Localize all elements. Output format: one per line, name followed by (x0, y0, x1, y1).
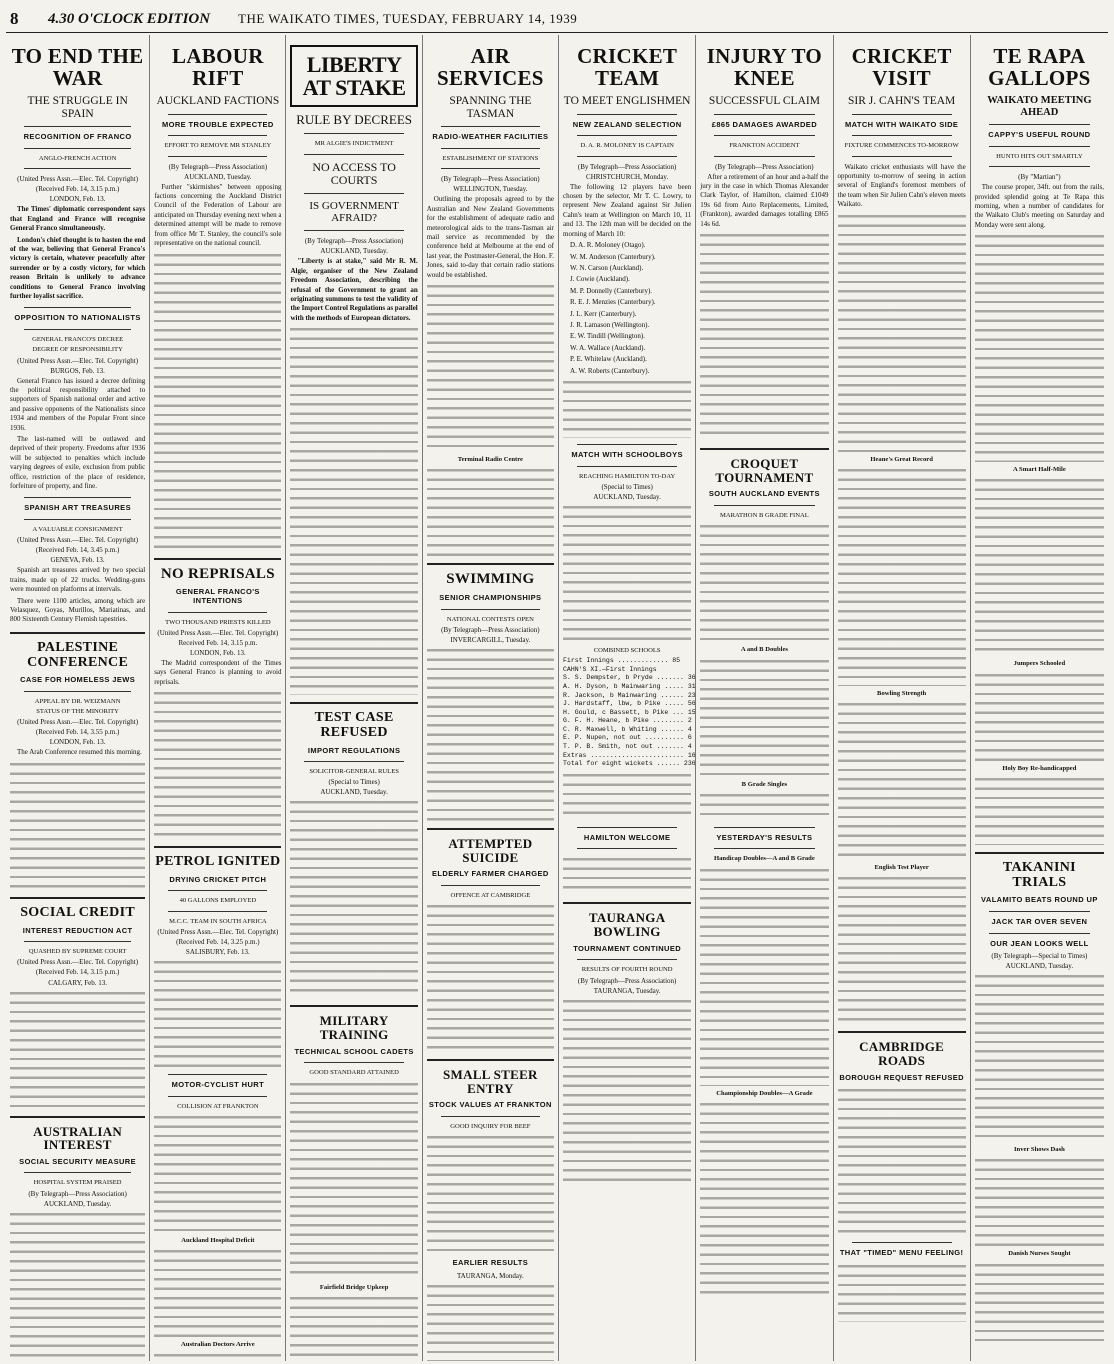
subhead: SOCIAL SECURITY MEASURE (19, 1156, 137, 1166)
subhead: MR ALGIE'S INDICTMENT (314, 140, 394, 148)
subhead: IMPORT REGULATIONS (307, 745, 401, 755)
article-body-text (975, 1156, 1104, 1246)
dateline: AUCKLAND, Tuesday. (184, 172, 252, 181)
article-paragraph: The Times' diplomatic correspondent says that England and France will recognise General Franco simultaneously. (10, 205, 146, 233)
subhead: Handicap Doubles—A and B Grade (714, 855, 815, 863)
subhead: CAPPY'S USEFUL ROUND (988, 130, 1091, 140)
article-body-text (975, 671, 1104, 761)
subhead: English Test Player (874, 864, 929, 872)
score-row: C. R. Maxwell, b Whiting ...... 4 (563, 725, 692, 733)
headline-takanini-trials: TAKANINI TRIALS (1002, 859, 1076, 890)
subhead: SOLICITOR-GENERAL RULES (309, 768, 399, 776)
credit-line: (United Press Assn.—Elec. Tel. Copyright) (17, 958, 139, 967)
team-list-item: W. N. Carson (Auckland). (570, 263, 644, 272)
article-body-text (838, 1262, 966, 1322)
score-row: S. S. Dempster, b Pryde ....... 36 (563, 674, 696, 682)
subhead: A and B Doubles (740, 646, 788, 654)
paper-dateline: THE WAIKATO TIMES, TUESDAY, FEBRUARY 14, 1939 (238, 11, 578, 26)
dateline: SALISBURY, Feb. 13. (185, 947, 250, 956)
article-paragraph: There were 1100 articles, among which are Velasquez, Goyas, Murillos, Mariatinas, and 800 Sixteenth Century Flemish tapestries. (10, 596, 146, 624)
credit-line: (Received Feb. 14, 3.15 p.m.) (35, 185, 120, 194)
dateline: CALGARY, Feb. 13. (48, 978, 107, 987)
credit-line: (Special to Times) (328, 778, 380, 787)
subhead: Auckland Hospital Deficit (181, 1236, 255, 1244)
dateline: INVERCARGILL, Tuesday. (450, 635, 531, 644)
subhead: FRANKTON ACCIDENT (729, 142, 800, 150)
article-body-text (563, 855, 691, 895)
article-body-text (154, 1351, 281, 1361)
article-body-text (700, 1100, 828, 1300)
article-paragraph: The Arab Conference resumed this morning. (17, 748, 142, 757)
column-7 (834, 35, 971, 1361)
subhead: SENIOR CHAMPIONSHIPS (439, 592, 542, 602)
article-body-text (700, 791, 828, 821)
article-body-text (154, 251, 281, 551)
team-list-item: D. A. R. Moloney (Otago). (570, 241, 646, 250)
headline-cricket-visit: CRICKET VISIT (851, 44, 952, 91)
article-paragraph: Spanish art treasures arrived by two special trains, made up of 22 trucks. Wedding-guns were mounted on platforms at intervals. (10, 566, 146, 594)
article-body-text (975, 476, 1104, 656)
subhead: Holy Boy Re-handicapped (1002, 764, 1077, 772)
headline-croquet-tournament: CROQUET TOURNAMENT (715, 456, 814, 485)
credit-line: (By Telegraph—Special to Times) (991, 952, 1088, 961)
subhead: QUASHED BY SUPREME COURT (28, 948, 127, 956)
credit-line: (By Telegraph—Press Association) (441, 175, 540, 184)
subhead: Heane's Great Record (870, 455, 933, 463)
score-row: R. Jackson, b Mainwaring ...... 23 (563, 691, 696, 699)
article-body-text (975, 1261, 1104, 1341)
headline-cricket-team: CRICKET TEAM (577, 44, 678, 91)
subhead: Bowling Strength (877, 689, 927, 697)
subhead: WAIKATO MEETING AHEAD (987, 95, 1092, 118)
article-body-text (10, 1210, 145, 1361)
subhead: FIXTURE COMMENCES TO-MORROW (844, 142, 959, 150)
article-paragraph: London's chief thought is to hasten the end of the war, believing that General Franco's victory is certain, whatever peacefully after surrender or by a costly victory, for which reason Britain is unlikely to advance conditions to General Franco involving further loyalist sacrifice. (10, 235, 146, 300)
dateline: AUCKLAND, Tuesday. (593, 492, 661, 501)
subhead: NATIONAL CONTESTS OPEN (446, 615, 534, 623)
team-list-item: A. W. Roberts (Canterbury). (570, 366, 650, 375)
credit-line: (United Press Assn.—Elec. Tel. Copyright) (17, 356, 139, 365)
subhead: SPANNING THE TASMAN (449, 95, 532, 120)
article-body-text (700, 866, 828, 1086)
column-5 (559, 35, 696, 1361)
article-body-text (563, 378, 691, 438)
article-paragraph: The last-named will be outlawed and deprived of their property. Freedoms after 1936 will be subjected to penalties which include varying degrees of exile, exclusion from public office, restriction of the place of residence, forfeiture of property, and fine. (10, 435, 146, 491)
credit-line: (By Telegraph—Press Association) (28, 1189, 127, 1198)
dateline: AUCKLAND, Tuesday. (320, 788, 388, 797)
article-paragraph: After a retirement of an hour and a-half the jury in the case in which Thomas Alexander Clark Taylor, of Hamilton, claimed £1049 19s 6d from Auto Replacements, Limited, (Frankton), awarded damages totalling £865 14s 6d. (700, 172, 829, 228)
subhead: NEW ZEALAND SELECTION (572, 119, 682, 129)
subhead: 40 GALLONS EMPLOYED (179, 897, 257, 905)
subhead: ANGLO-FRENCH ACTION (38, 155, 117, 162)
subhead: GOOD STANDARD ATTAINED (309, 1069, 399, 1077)
team-list-item: M. P. Donnelly (Canterbury). (570, 286, 653, 295)
score-row: First Innings ............. 85 (563, 657, 681, 665)
score-row: CAHN'S XI.—First Innings (563, 665, 657, 673)
dateline: LONDON, Feb. 13. (49, 195, 106, 204)
subhead: OUR JEAN LOOKS WELL (990, 938, 1089, 948)
subhead: APPEAL BY DR. WEIZMANN (34, 697, 121, 705)
subhead: A Smart Half-Mile (1013, 466, 1066, 474)
subhead: RULE BY DECREES (296, 112, 413, 128)
article-body-text (427, 282, 554, 452)
subhead: B Grade Singles (741, 780, 788, 788)
byline: (By "Martian") (1018, 173, 1061, 182)
subhead: CASE FOR HOMELESS JEWS (20, 675, 136, 685)
article-body-text (838, 1086, 966, 1236)
score-row: E. P. Nupen, not out .......... 6 (563, 734, 692, 742)
dateline: AUCKLAND, Tuesday. (43, 1199, 112, 1208)
subhead: REACHING HAMILTON TO-DAY (579, 472, 676, 480)
subhead: Fairfield Bridge Upkeep (319, 1283, 389, 1291)
score-row: J. Hardstaff, lbw, b Pike ..... 56 (563, 700, 696, 708)
page-number: 8 (10, 9, 19, 28)
team-list-item: W. A. Wallace (Auckland). (570, 343, 646, 352)
credit-line: Received Feb. 14, 3.15 p.m. (178, 638, 258, 647)
headline-injury-to-knee: INJURY TO KNEE (706, 44, 823, 91)
dateline: AUCKLAND, Tuesday. (1005, 962, 1074, 971)
article-paragraph: Further "skirmishes" between opposing factions concerning the Auckland District Council of the Federation of Labour are anticipated on Thursday evening next when a determined attempt will be made to remove from office Mr T. Stanley, the council's sole representative on the national council. (154, 182, 282, 248)
credit-line: (United Press Assn.—Elec. Tel. Copyright) (17, 718, 139, 727)
team-list-item: J. L. Kerr (Canterbury). (570, 309, 637, 318)
subhead: MOTOR-CYCLIST HURT (171, 1079, 265, 1089)
article-body-text (700, 231, 828, 441)
subhead: MORE TROUBLE EXPECTED (161, 119, 274, 129)
article-paragraph: The course proper, 34ft. out from the rails, provided splendid going at Te Rapa this morning, when a number of candidates for the Waikato Club's meeting on Saturday and Monday were sent along. (974, 183, 1105, 229)
article-body-text (290, 798, 417, 998)
credit-line: (Special to Times) (601, 482, 653, 491)
article-paragraph: General Franco has issued a decree defining the political responsibility attached to supporters of Spanish national order and active and passive opponents of the Nationalists since 1934 and members of the Popular Front since 1936. (10, 376, 146, 432)
article-body-text (427, 646, 554, 821)
article-paragraph: Outlining the proposals agreed to by the Australian and New Zealand Governments for the establishment of adequate radio and meteorological aids to the trans-Tasman air mail service as recommended by the conference held at Melbourne at the end of last year, the Postmaster-General, the Hon. F. Jones, said to-day that certain radio stations would be established. (426, 195, 555, 279)
article-body-text (975, 775, 1104, 845)
subhead: HAMILTON WELCOME (583, 832, 671, 842)
headline-military-training: MILITARY TRAINING (319, 1013, 389, 1043)
subhead: GOOD INQUIRY FOR BEEF (450, 1122, 531, 1130)
headline-tauranga-bowling: TAURANGA BOWLING (588, 910, 666, 940)
headline-cambridge-roads: CAMBRIDGE ROADS (859, 1039, 945, 1069)
subhead: MATCH WITH WAIKATO SIDE (844, 119, 959, 129)
subhead: SUCCESSFUL CLAIM (708, 95, 820, 108)
subhead: DEGREE OF RESPONSIBILITY (32, 346, 123, 354)
subhead: VALAMITO BEATS ROUND UP (981, 895, 1098, 905)
headline-no-reprisals: NO REPRISALS (160, 565, 275, 582)
dateline: LONDON, Feb. 13. (49, 738, 106, 747)
subhead: HOSPITAL SYSTEM PRAISED (33, 1179, 122, 1187)
subhead: SIR J. CAHN'S TEAM (847, 95, 956, 108)
dateline: TAURANGA, Tuesday. (593, 986, 661, 995)
subhead: Australian Doctors Arrive (181, 1341, 255, 1349)
subhead: TWO THOUSAND PRIESTS KILLED (165, 618, 271, 626)
article-body-text (10, 760, 145, 890)
subhead: BOROUGH REQUEST REFUSED (839, 1072, 964, 1082)
article-body-text (563, 997, 691, 1187)
article-body-text (290, 325, 417, 695)
score-row: Extras ........................ 16 (563, 751, 696, 759)
subhead: ESTABLISHMENT OF STATIONS (442, 155, 539, 162)
credit-line: (By Telegraph—Press Association) (441, 625, 540, 634)
subhead: Championship Doubles—A Grade (716, 1089, 813, 1097)
article-body-text (563, 503, 691, 643)
team-list-item: P. E. Whitelaw (Auckland). (570, 355, 647, 364)
subhead: MATCH WITH SCHOOLBOYS (571, 449, 683, 459)
headline-air-services: AIR SERVICES (437, 44, 544, 91)
score-row: G. F. H. Heane, b Pike ........ 2 (563, 717, 692, 725)
article-body-text (838, 212, 966, 452)
subhead: TECHNICAL SCHOOL CADETS (294, 1046, 414, 1056)
subhead: STATUS OF THE MINORITY (36, 708, 119, 716)
headline-palestine-conference: PALESTINE CONFERENCE (27, 639, 129, 670)
subhead: HUNTO HITS OUT SMARTLY (996, 152, 1083, 160)
article-paragraph: The following 12 players have been chosen by the selector, Mr T. C. Lowry, to represent New Zealand against Sir Julien Cahn's team at Wellington on March 10, 11 and 13. The 12th man will be decided on the morning of March 10: (563, 182, 692, 238)
subhead: RESULTS OF FOURTH ROUND (581, 966, 673, 974)
headline-small-steer-entry: SMALL STEER ENTRY (443, 1067, 538, 1096)
article-body-text (975, 972, 1104, 1142)
headline-te-rapa-gallops: TE RAPA GALLOPS (988, 44, 1091, 91)
credit-line: (Received Feb. 14, 3.25 p.m.) (176, 937, 260, 946)
column-2 (150, 35, 286, 1361)
subhead: Terminal Radio Centre (457, 455, 523, 463)
score-row: Total for eight wickets ...... 236 (563, 760, 696, 768)
team-list-item: W. M. Anderson (Canterbury). (570, 252, 656, 261)
headline-swimming: SWIMMING (446, 571, 535, 588)
credit-line: (By Telegraph—Press Association) (715, 162, 814, 171)
dateline: GENEVA, Feb. 13. (50, 556, 105, 565)
dateline: TAURANGA, Monday. (456, 1271, 524, 1280)
article-body-text (427, 902, 554, 1052)
article-body-text (563, 771, 691, 821)
article-body-text (10, 989, 145, 1109)
article-body-text (838, 466, 966, 686)
subhead: SPANISH ART TREASURES (24, 503, 131, 513)
subhead: GENERAL FRANCO'S DECREE (32, 336, 124, 344)
article-body-text (838, 700, 966, 860)
article-body-text (154, 689, 281, 839)
team-list-item: R. E. J. Menzies (Canterbury). (570, 298, 656, 307)
masthead (6, 6, 1108, 33)
headline-attempted-suicide: ATTEMPTED SUICIDE (448, 835, 533, 865)
article-body-text (838, 874, 966, 1024)
subhead: NO ACCESS TO COURTS (312, 159, 396, 187)
article-body-text (975, 232, 1104, 462)
article-body-text (427, 466, 554, 556)
credit-line: (By Telegraph—Press Association) (304, 237, 404, 246)
subhead: THAT "TIMED" MENU FEELING! (839, 1248, 964, 1258)
article-body-text (700, 657, 828, 777)
subhead: EARLIER RESULTS (452, 1258, 529, 1268)
article-body-text (290, 1080, 417, 1280)
article-body-text (154, 1113, 281, 1233)
scoreboard (563, 657, 696, 769)
headline-liberty-at-stake: LIBERTY AT STAKE (290, 45, 417, 107)
score-row: T. P. B. Smith, not out ....... 4 (563, 743, 692, 751)
subhead: Danish Nurses Sought (1008, 1250, 1071, 1258)
dateline: AUCKLAND, Tuesday. (320, 247, 388, 256)
column-4 (423, 35, 559, 1361)
subhead: MARATHON B GRADE FINAL (719, 512, 809, 519)
credit-line: (Received Feb. 14, 3.15 p.m.) (35, 968, 120, 977)
dateline: CHRISTCHURCH, Monday. (586, 172, 669, 181)
subhead: COLLISION AT FRANKTON (177, 1102, 259, 1110)
subhead: DRYING CRICKET PITCH (169, 874, 267, 884)
subhead: Jumpers Schooled (1013, 660, 1066, 668)
column-6 (696, 35, 833, 1361)
subhead: TO MEET ENGLISHMEN (563, 95, 691, 108)
subhead: STOCK VALUES AT FRANKTON (428, 1100, 552, 1110)
article-body-text (700, 522, 828, 642)
subhead: OFFENCE AT CAMBRIDGE (450, 891, 531, 899)
credit-line: (Received Feb. 14, 3.55 p.m.) (35, 728, 120, 737)
article-body-text (427, 1133, 554, 1253)
subhead: M.C.C. TEAM IN SOUTH AFRICA (169, 917, 267, 925)
edition-label: 4.30 O'CLOCK EDITION (48, 10, 211, 27)
subhead: D. A. R. MOLONEY IS CAPTAIN (580, 142, 674, 150)
credit-line: (Received Feb. 14, 3.45 p.m.) (35, 546, 120, 555)
credit-line: (By Telegraph—Press Association) (577, 976, 677, 985)
subhead: SOUTH AUCKLAND EVENTS (708, 489, 820, 499)
score-row: A. H. Dyson, b Mainwaring ..... 31 (563, 682, 696, 690)
subhead: ELDERLY FARMER CHARGED (432, 869, 549, 879)
subhead: RADIO-WEATHER FACILITIES (432, 132, 549, 142)
subhead: OPPOSITION TO NATIONALISTS (14, 313, 141, 323)
scoreboard-title: COMBINED SCHOOLS (593, 646, 661, 654)
subhead: YESTERDAY'S RESULTS (716, 832, 813, 842)
headline-to-end-the-war: TO END THE WAR (11, 44, 144, 91)
columns (6, 35, 1108, 1361)
column-1 (6, 35, 150, 1361)
dateline: BURGOS, Feb. 13. (50, 366, 105, 375)
article-body-text (154, 1247, 281, 1337)
dateline: LONDON, Feb. 13. (189, 648, 246, 657)
team-list-item: E. W. Tindill (Wellington). (570, 332, 645, 341)
credit-line: (By Telegraph—Press Association) (577, 162, 677, 171)
subhead: TOURNAMENT CONTINUED (573, 943, 682, 953)
subhead: GENERAL FRANCO'S INTENTIONS (175, 587, 260, 605)
team-list-item: J. R. Lamason (Wellington). (570, 320, 650, 329)
headline-australian-interest: AUSTRALIAN INTEREST (33, 1123, 123, 1153)
credit-line: (United Press Assn.—Elec. Tel. Copyright) (17, 536, 139, 545)
article-paragraph: "Liberty is at stake," said Mr R. M. Algie, organiser of the New Zealand Freedom Association, describing the refusal of the Government to grant an originating summons to test the validity of the Import Control Regulations as parallel with the methods of European dictators. (290, 257, 418, 322)
article-body-text (427, 1282, 554, 1361)
subhead: AUCKLAND FACTIONS (156, 95, 280, 108)
article-body-text (154, 958, 281, 1068)
article-paragraph: Waikato cricket enthusiasts will have the opportunity to-morrow of seeing in action several of England's foremost members of the team when Sir Julien Cahn's eleven meets Waikato. (837, 162, 966, 209)
subhead: RECOGNITION OF FRANCO (23, 132, 132, 142)
headline-social-credit: SOCIAL CREDIT (20, 904, 135, 920)
column-8 (971, 35, 1108, 1361)
subhead: IS GOVERNMENT AFRAID? (309, 200, 399, 225)
article-paragraph: The Madrid correspondent of the Times says General Franco is planning to avoid reprisals. (154, 658, 282, 686)
subhead: Inver Shows Dash (1013, 1146, 1065, 1154)
article-body-text (290, 1294, 417, 1361)
subhead: A VALUABLE CONSIGNMENT (32, 526, 123, 534)
subhead: INTEREST REDUCTION ACT (22, 925, 133, 935)
dateline: WELLINGTON, Tuesday. (453, 185, 528, 194)
headline-test-case-refused: TEST CASE REFUSED (314, 710, 394, 740)
subhead: THE STRUGGLE IN SPAIN (27, 95, 128, 120)
team-list-item: J. Cowie (Auckland). (570, 275, 630, 284)
subhead: £865 DAMAGES AWARDED (711, 119, 818, 129)
credit-line: (United Press Assn.—Elec. Tel. Copyright) (17, 175, 139, 184)
credit-line: (United Press Assn.—Elec. Tel. Copyright) (157, 927, 279, 936)
subhead: JACK TAR OVER SEVEN (991, 916, 1088, 926)
credit-line: (By Telegraph—Press Association) (168, 162, 268, 171)
column-3 (286, 35, 422, 1361)
credit-line: (United Press Assn.—Elec. Tel. Copyright) (157, 628, 279, 637)
score-row: H. Gould, c Bassett, b Pike ... 15 (563, 708, 696, 716)
subhead: EFFORT TO REMOVE MR STANLEY (164, 142, 272, 150)
headline-petrol-ignited: PETROL IGNITED (155, 854, 281, 870)
headline-labour-rift: LABOUR RIFT (172, 44, 264, 91)
